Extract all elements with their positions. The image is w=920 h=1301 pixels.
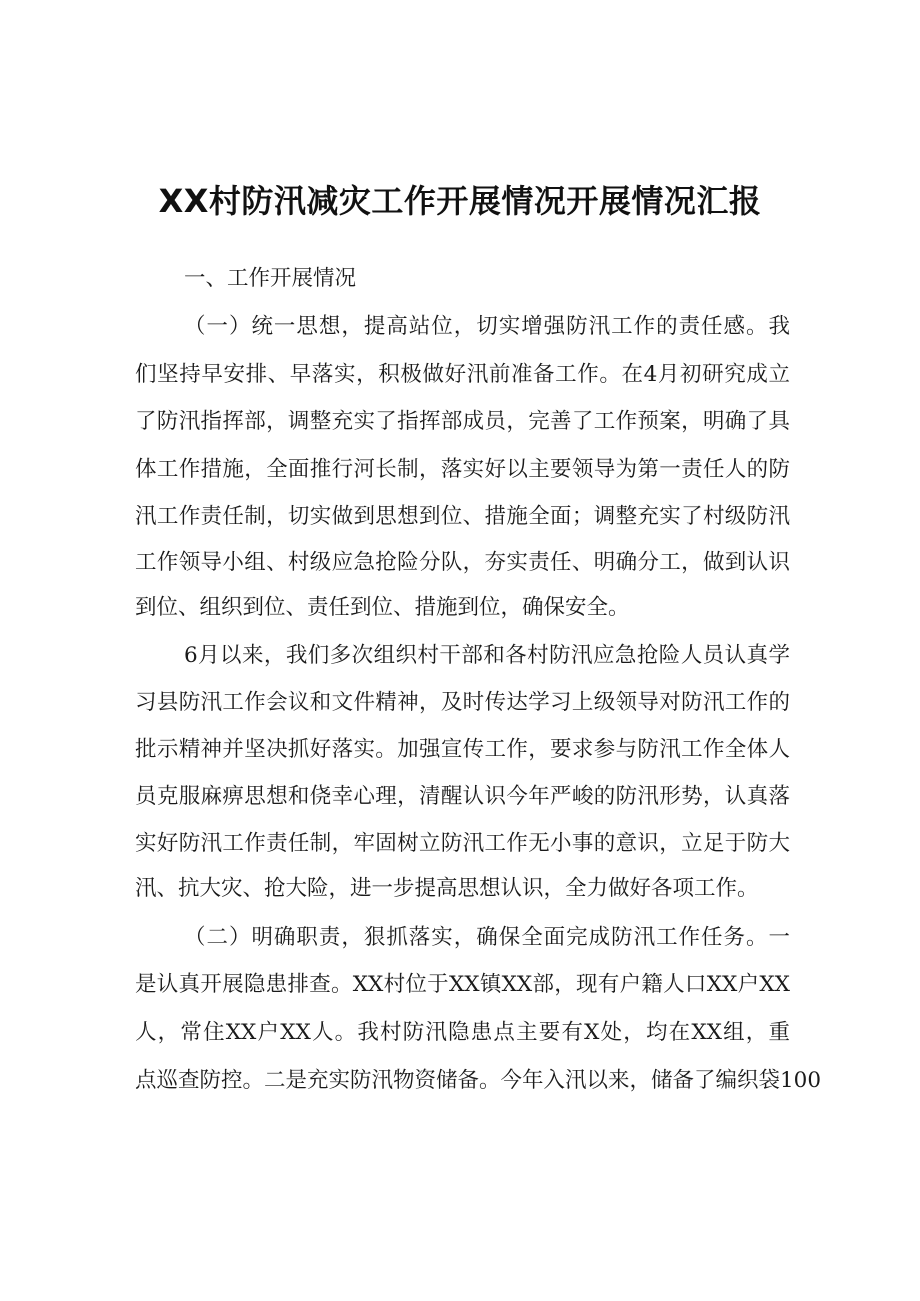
- paragraph-line: （二）明确职责，狠抓落实，确保全面完成防汛工作任务。一: [184, 925, 790, 950]
- paragraph-line: 批示精神并坚决抓好落实。加强宣传工作，要求参与防汛工作全体人: [135, 737, 790, 762]
- paragraph-line: 汛工作责任制，切实做到思想到位、措施全面；调整充实了村级防汛: [135, 504, 790, 529]
- section-heading: 一、工作开展情况: [184, 266, 357, 291]
- paragraph-line: 员克服麻痹思想和侥幸心理，清醒认识今年严峻的防汛形势，认真落: [135, 784, 790, 809]
- paragraph-line: 6月以来，我们多次组织村干部和各村防汛应急抢险人员认真学: [184, 643, 790, 668]
- paragraph-line: 点巡查防控。二是充实防汛物资储备。今年入汛以来，储备了编织袋100: [135, 1068, 822, 1093]
- paragraph-line: 人，常住XX户XX人。我村防汛隐患点主要有X处，均在XX组，重: [135, 1020, 790, 1045]
- paragraph-line: 们坚持早安排、早落实，积极做好汛前准备工作。在4月初研究成立: [135, 362, 790, 387]
- paragraph-line: 体工作措施，全面推行河长制，落实好以主要领导为第一责任人的防: [135, 457, 790, 482]
- document-title: XX村防汛减灾工作开展情况开展情况汇报: [158, 182, 762, 220]
- paragraph-line: （一）统一思想，提高站位，切实增强防汛工作的责任感。我: [184, 314, 790, 339]
- paragraph-line: 汛、抗大灾、抢大险，进一步提高思想认识，全力做好各项工作。: [135, 876, 759, 901]
- paragraph-line: 到位、组织到位、责任到位、措施到位，确保安全。: [135, 595, 630, 620]
- paragraph-line: 习县防汛工作会议和文件精神，及时传达学习上级领导对防汛工作的: [135, 690, 790, 715]
- paragraph-line: 了防汛指挥部，调整充实了指挥部成员，完善了工作预案，明确了具: [135, 409, 790, 434]
- paragraph-line: 工作领导小组、村级应急抢险分队，夯实责任、明确分工，做到认识: [135, 550, 790, 575]
- paragraph-line: 是认真开展隐患排查。XX村位于XX镇XX部，现有户籍人口XX户XX: [135, 972, 790, 997]
- paragraph-line: 实好防汛工作责任制，牢固树立防汛工作无小事的意识，立足于防大: [135, 831, 790, 856]
